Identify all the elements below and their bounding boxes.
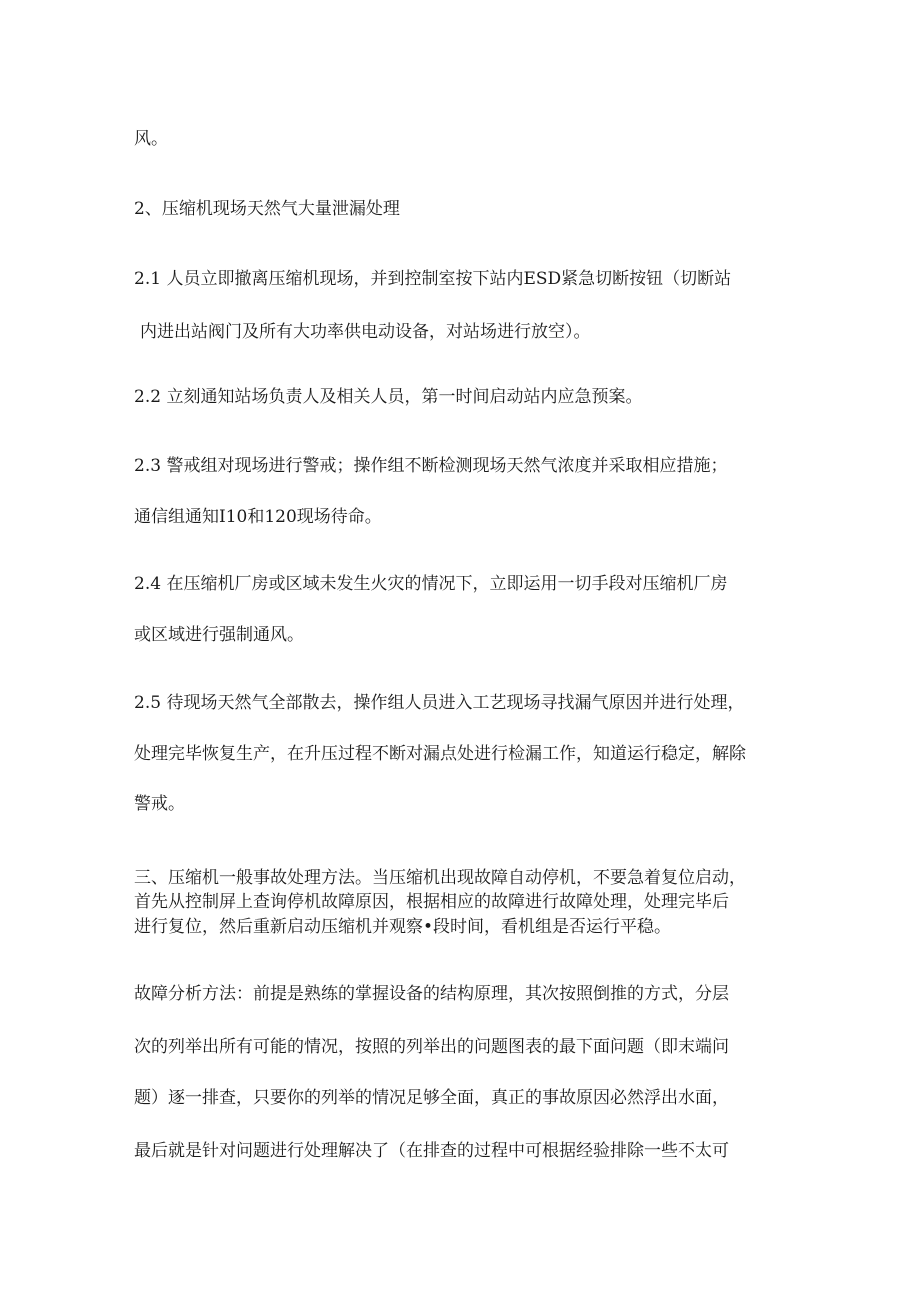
- text-line-2-4-cont: 或区域进行强制通风。: [134, 625, 304, 645]
- text-line-1: 风。: [134, 129, 168, 149]
- text-line-2-5: 2.5 待现场天然气全部散去，操作组人员进入工艺现场寻找漏气原因并进行处理，: [134, 693, 745, 713]
- text-line-2-3-cont: 通信组通知I10和120现场待命。: [134, 507, 382, 527]
- text-line-analysis-3: 题）逐一排查，只要你的列举的情况足够全面，真正的事故原因必然浮出水面，: [134, 1088, 729, 1108]
- section-heading-2: 2、压缩机现场天然气大量泄漏处理: [134, 199, 400, 219]
- text-line-2-5-cont-1: 处理完毕恢复生产，在升压过程不断对漏点处进行检漏工作，知道运行稳定，解除: [134, 744, 746, 764]
- text-line-2-4: 2.4 在压缩机厂房或区域未发生火灾的情况下，立即运用一切手段对压缩机厂房: [134, 574, 728, 594]
- text-line-analysis-2: 次的列举出所有可能的情况，按照的列举出的问题图表的最下面问题（即末端问: [134, 1037, 729, 1057]
- text-line-2-1: 2.1 人员立即撤离压缩机现场，并到控制室按下站内ESD紧急切断按钮（切断站: [134, 269, 732, 289]
- text-line-analysis-4: 最后就是针对问题进行处理解决了（在排查的过程中可根据经验排除一些不太可: [134, 1141, 729, 1161]
- text-line-2-1-cont: 内进出站阀门及所有大功率供电动设备，对站场进行放空）。: [140, 322, 591, 342]
- text-line-analysis-1: 故障分析方法：前提是熟练的掌握设备的结构原理，其次按照倒推的方式，分层: [134, 984, 729, 1004]
- section-heading-3: 三、压缩机一般事故处理方法。当压缩机出现故障自动停机，不要急着复位启动，: [134, 868, 746, 888]
- text-line-2-5-cont-2: 警戒。: [134, 794, 185, 814]
- text-line-3-cont-1: 首先从控制屏上查询停机故障原因，根据相应的故障进行故障处理，处理完毕后: [134, 892, 729, 912]
- text-line-2-3: 2.3 警戒组对现场进行警戒；操作组不断检测现场天然气浓度并采取相应措施；: [134, 456, 728, 476]
- text-line-3-cont-2: 进行复位，然后重新启动压缩机并观察•段时间，看机组是否运行平稳。: [134, 917, 672, 937]
- text-line-2-2: 2.2 立刻通知站场负责人及相关人员，第一时间启动站内应急预案。: [134, 387, 643, 407]
